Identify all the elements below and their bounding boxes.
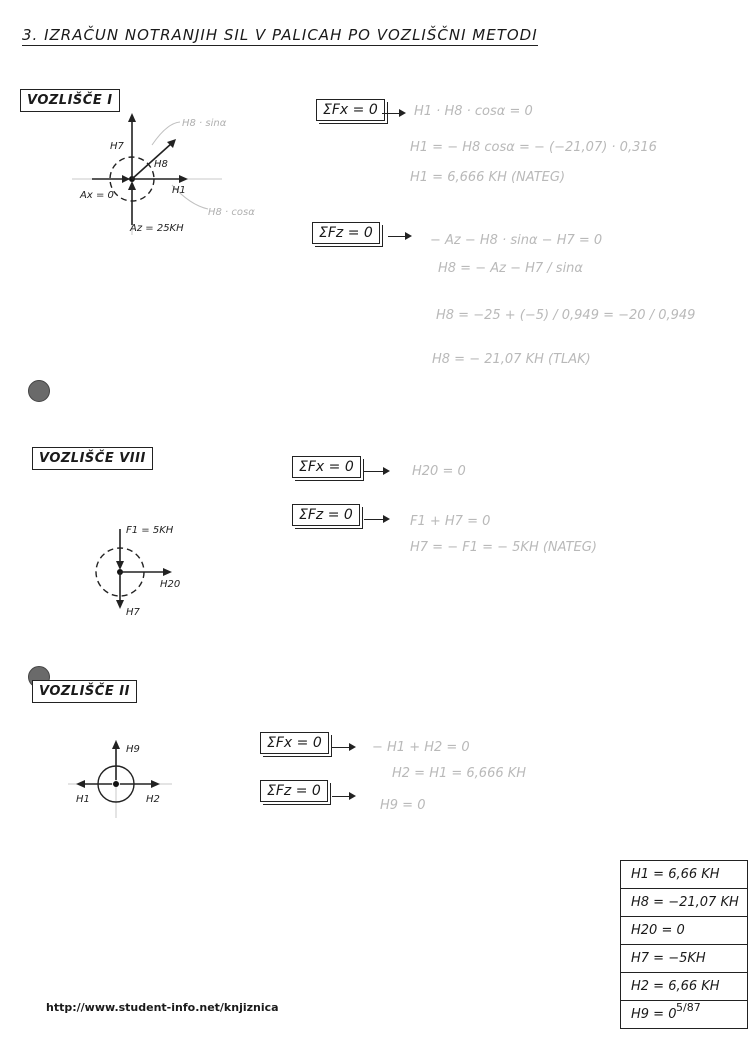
diagram-label-faint: H8 · sinα	[182, 118, 227, 129]
fx-label: ΣFx = 0	[299, 459, 354, 475]
arrow	[364, 471, 388, 472]
arrow	[382, 113, 404, 114]
diagram-label: H1	[172, 185, 186, 196]
results-row: H1 = 6,66 KH	[620, 860, 748, 889]
equation-line: H1 · H8 · cosα = 0	[414, 104, 533, 119]
fx-box	[316, 99, 385, 121]
node-label-text: VOZLIŠČE II	[39, 684, 130, 699]
node-viii-diagram	[80, 515, 220, 625]
equation-line: H7 = − F1 = − 5KH (NATEG)	[410, 540, 597, 555]
diagram-label-faint: H8 · cosα	[208, 207, 255, 218]
diagram-label: F1 = 5KH	[126, 525, 174, 536]
punch-hole	[28, 380, 50, 402]
equation-line: H8 = −25 + (−5) / 0,949 = −20 / 0,949	[436, 308, 696, 323]
fz-label: ΣFz = 0	[319, 225, 373, 241]
node-label-text: VOZLIŠČE I	[27, 93, 113, 108]
fz-label: ΣFz = 0	[299, 507, 353, 523]
node-ii-diagram	[62, 730, 192, 820]
results-row: H20 = 0	[620, 917, 748, 945]
diagram-label: H1	[76, 794, 90, 805]
fz-box	[312, 222, 380, 244]
diagram-label: H9	[126, 744, 140, 755]
arrow	[332, 747, 354, 748]
fz-box	[292, 504, 360, 526]
page-number: 5/87	[676, 1001, 701, 1014]
node-label-text: VOZLIŠČE VIII	[39, 451, 146, 466]
diagram-label: H7	[110, 141, 124, 152]
arrow	[332, 796, 354, 797]
equation-line: H2 = H1 = 6,666 KH	[392, 766, 527, 781]
equation-line: H8 = − 21,07 KH (TLAK)	[432, 352, 591, 367]
diagram-label: H20	[160, 579, 181, 590]
footer-url: http://www.student-info.net/knjiznica	[46, 1001, 279, 1014]
equation-line: F1 + H7 = 0	[410, 514, 491, 529]
equation-line: H1 = 6,666 KH (NATEG)	[410, 170, 566, 185]
fx-box	[260, 732, 329, 754]
equation-line: H1 = − H8 cosα = − (−21,07) · 0,316	[410, 140, 657, 155]
diagram-label: H7	[126, 607, 140, 618]
equation-line: − Az − H8 · sinα − H7 = 0	[430, 233, 603, 248]
page-title: 3. IZRAČUN NOTRANJIH SIL V PALICAH PO VOZLIŠČNI METODI	[22, 26, 538, 44]
diagram-label: H2	[146, 794, 160, 805]
node-i-diagram	[72, 105, 272, 245]
diagram-label: Ax = 0	[80, 190, 114, 201]
fx-label: ΣFx = 0	[267, 735, 322, 751]
node-label-viii	[32, 447, 153, 470]
equation-line: − H1 + H2 = 0	[372, 740, 470, 755]
diagram-label: Az = 25KH	[130, 223, 184, 234]
arrow	[388, 236, 410, 237]
results-row: H8 = −21,07 KH	[620, 889, 748, 917]
fz-box	[260, 780, 328, 802]
equation-line: H8 = − Az − H7 / sinα	[438, 261, 583, 276]
results-row: H2 = 6,66 KH	[620, 973, 748, 1001]
fx-label: ΣFx = 0	[323, 102, 378, 118]
equation-line: H20 = 0	[412, 464, 466, 479]
arrow	[364, 519, 388, 520]
results-row: H7 = −5KH	[620, 945, 748, 973]
diagram-label: H8	[154, 159, 168, 170]
node-label-ii	[32, 680, 137, 703]
results-row: H9 = 0	[620, 1001, 748, 1029]
fx-box	[292, 456, 361, 478]
equation-line: H9 = 0	[380, 798, 426, 813]
fz-label: ΣFz = 0	[267, 783, 321, 799]
